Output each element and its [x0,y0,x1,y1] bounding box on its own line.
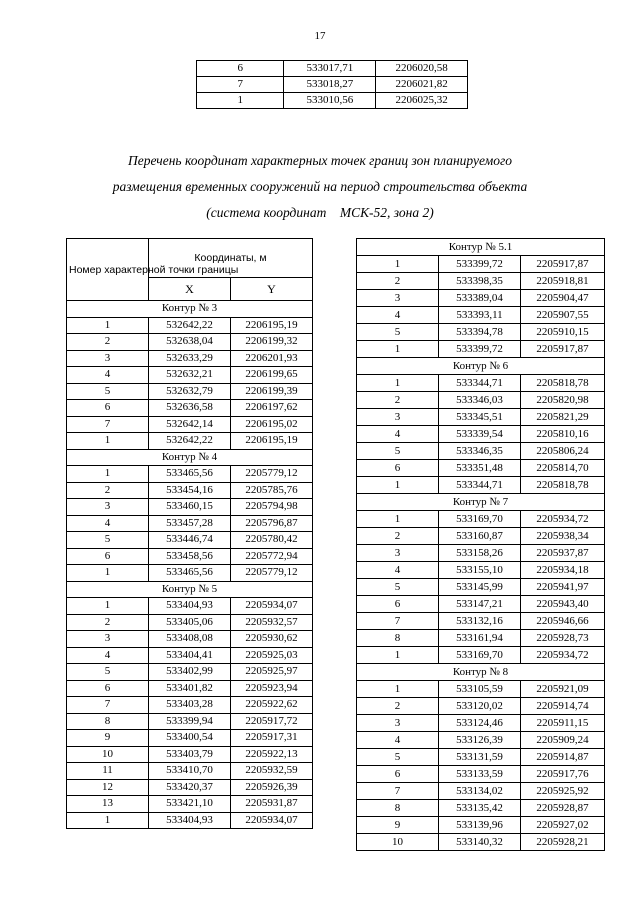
point-number-cell: 8 [67,713,149,730]
contour-title: Контур № 3 [67,301,313,318]
point-number-cell: 4 [67,515,149,532]
table-row [67,515,313,532]
y-coordinate-cell: 2205917,87 [521,341,605,358]
point-number-cell: 1 [67,433,149,450]
x-coordinate-cell: 533160,87 [439,528,521,545]
table-row [357,341,605,358]
x-coordinate-cell: 532636,58 [149,400,231,417]
x-coordinate-cell: 533345,51 [439,409,521,426]
table-row [357,579,605,596]
table-row [67,400,313,417]
y-coordinate-cell: 2205922,13 [231,746,313,763]
y-coordinate-cell: 2205806,24 [521,443,605,460]
point-number-cell: 1 [357,341,439,358]
point-number-cell: 6 [67,548,149,565]
y-coordinate-cell: 2206195,02 [231,416,313,433]
x-coordinate-cell: 533420,37 [149,779,231,796]
document-title [60,148,580,226]
table-row [67,532,313,549]
contour-title: Контур № 5.1 [357,239,605,256]
table-row [197,77,468,93]
x-coordinate-cell: 532632,21 [149,367,231,384]
table-row [357,732,605,749]
point-number-cell: 5 [357,443,439,460]
point-number-cell: 5 [357,749,439,766]
point-number-cell: 6 [357,460,439,477]
x-coordinate-cell: 533169,70 [439,647,521,664]
x-coordinate-cell: 533400,54 [149,730,231,747]
x-coordinate-cell: 533460,15 [149,499,231,516]
point-number-cell: 4 [67,647,149,664]
table-row [357,766,605,783]
x-coordinate-cell: 532642,22 [149,433,231,450]
y-coordinate-cell: 2205934,07 [231,598,313,615]
point-number-cell: 12 [67,779,149,796]
x-coordinate-cell: 533402,99 [149,664,231,681]
point-number-cell: 1 [67,598,149,615]
table-row [67,433,313,450]
table-row [357,834,605,851]
x-coordinate-cell: 533403,28 [149,697,231,714]
y-coordinate-cell: 2206195,19 [231,433,313,450]
point-number-cell: 1 [357,511,439,528]
x-coordinate-cell: 533018,27 [284,77,376,93]
y-coordinate-cell: 2206199,32 [231,334,313,351]
table-row [67,614,313,631]
x-coordinate-cell: 533126,39 [439,732,521,749]
contour-title: Контур № 6 [357,358,605,375]
point-number-cell: 7 [197,77,284,93]
table-row [357,273,605,290]
table-row [357,511,605,528]
point-number-cell: 1 [357,375,439,392]
x-coordinate-cell: 533155,10 [439,562,521,579]
contour-header-row [357,494,605,511]
x-coordinate-cell: 533133,59 [439,766,521,783]
point-number-cell: 6 [67,400,149,417]
point-number-cell: 6 [357,766,439,783]
y-coordinate-cell: 2205923,94 [231,680,313,697]
y-coordinate-cell: 2206021,82 [376,77,468,93]
point-number-cell: 3 [357,545,439,562]
point-number-cell: 1 [67,317,149,334]
table-row [357,443,605,460]
y-coordinate-cell: 2205928,87 [521,800,605,817]
y-coordinate-cell: 2205909,24 [521,732,605,749]
x-coordinate-cell: 533421,10 [149,796,231,813]
table-row [67,317,313,334]
table-row [67,565,313,582]
table-row [67,598,313,615]
y-coordinate-cell: 2205928,73 [521,630,605,647]
x-coordinate-cell: 532642,14 [149,416,231,433]
contour-header-row [357,664,605,681]
y-coordinate-cell: 2205785,76 [231,482,313,499]
table-row [67,796,313,813]
point-number-cell: 7 [67,697,149,714]
y-coordinate-cell: 2205937,87 [521,545,605,562]
y-coordinate-cell: 2205917,76 [521,766,605,783]
x-coordinate-cell: 533139,96 [439,817,521,834]
continuation-table-body [197,61,468,109]
x-coordinate-cell: 533394,78 [439,324,521,341]
table-row [67,383,313,400]
x-coordinate-cell: 533010,56 [284,93,376,109]
point-number-cell: 2 [67,334,149,351]
y-coordinate-cell: 2205917,87 [521,256,605,273]
point-number-cell: 3 [67,631,149,648]
y-coordinate-cell: 2205946,66 [521,613,605,630]
header-y: Y [231,278,313,301]
x-coordinate-cell: 533346,03 [439,392,521,409]
table-row [357,256,605,273]
table-row [357,715,605,732]
table-row [357,783,605,800]
point-number-cell: 5 [357,579,439,596]
x-coordinate-cell: 533135,42 [439,800,521,817]
point-number-cell: 2 [357,392,439,409]
contour-header-row [67,449,313,466]
x-coordinate-cell: 532633,29 [149,350,231,367]
point-number-cell: 7 [67,416,149,433]
table-row [357,800,605,817]
point-number-cell: 1 [357,477,439,494]
point-number-cell: 2 [357,273,439,290]
x-coordinate-cell: 533131,59 [439,749,521,766]
y-coordinate-cell: 2205925,03 [231,647,313,664]
contour-header-row [67,301,313,318]
y-coordinate-cell: 2205917,72 [231,713,313,730]
y-coordinate-cell: 2205779,12 [231,565,313,582]
point-number-cell: 10 [67,746,149,763]
x-coordinate-cell: 532632,79 [149,383,231,400]
point-number-cell: 4 [357,426,439,443]
x-coordinate-cell: 533404,93 [149,812,231,829]
x-coordinate-cell: 533147,21 [439,596,521,613]
point-number-cell: 4 [357,562,439,579]
table-row [357,290,605,307]
x-coordinate-cell: 533408,08 [149,631,231,648]
coordinates-table-right-body [357,239,605,851]
contour-header-row [357,239,605,256]
point-number-cell: 2 [67,482,149,499]
x-coordinate-cell: 533446,74 [149,532,231,549]
x-coordinate-cell: 533399,72 [439,341,521,358]
table-row [67,713,313,730]
point-number-cell: 7 [357,613,439,630]
coordinates-table-right [356,238,605,851]
x-coordinate-cell: 533458,56 [149,548,231,565]
x-coordinate-cell: 533169,70 [439,511,521,528]
point-number-cell: 7 [357,783,439,800]
x-coordinate-cell: 533405,06 [149,614,231,631]
point-number-cell: 1 [67,466,149,483]
table-row [67,680,313,697]
table-row [67,548,313,565]
point-number-cell: 9 [67,730,149,747]
y-coordinate-cell: 2205796,87 [231,515,313,532]
contour-title: Контур № 8 [357,664,605,681]
point-number-cell: 1 [357,256,439,273]
y-coordinate-cell: 2205917,31 [231,730,313,747]
table-row [67,812,313,829]
y-coordinate-cell: 2205780,42 [231,532,313,549]
x-coordinate-cell: 533389,04 [439,290,521,307]
x-coordinate-cell: 533140,32 [439,834,521,851]
x-coordinate-cell: 533351,48 [439,460,521,477]
x-coordinate-cell: 533161,94 [439,630,521,647]
table-row [357,817,605,834]
y-coordinate-cell: 2206199,39 [231,383,313,400]
y-coordinate-cell: 2205814,70 [521,460,605,477]
y-coordinate-cell: 2205779,12 [231,466,313,483]
table-row [67,746,313,763]
header-x: X [149,278,231,301]
x-coordinate-cell: 533404,41 [149,647,231,664]
x-coordinate-cell: 533465,56 [149,565,231,582]
table-row [67,730,313,747]
point-number-cell: 2 [67,614,149,631]
x-coordinate-cell: 533346,35 [439,443,521,460]
table-row [357,698,605,715]
table-row [357,528,605,545]
x-coordinate-cell: 533404,93 [149,598,231,615]
y-coordinate-cell: 2205926,39 [231,779,313,796]
table-row [357,477,605,494]
point-number-cell: 1 [357,647,439,664]
x-coordinate-cell: 533399,94 [149,713,231,730]
point-number-cell: 1 [67,812,149,829]
y-coordinate-cell: 2205914,87 [521,749,605,766]
table-row [357,409,605,426]
table-row [357,749,605,766]
y-coordinate-cell: 2205934,72 [521,647,605,664]
point-number-cell: 4 [357,732,439,749]
table-row [357,681,605,698]
table-row [357,460,605,477]
y-coordinate-cell: 2205938,34 [521,528,605,545]
x-coordinate-cell: 533145,99 [439,579,521,596]
point-number-cell: 6 [67,680,149,697]
x-coordinate-cell: 533124,46 [439,715,521,732]
point-number-cell: 3 [357,290,439,307]
x-coordinate-cell: 533401,82 [149,680,231,697]
y-coordinate-cell: 2205934,18 [521,562,605,579]
y-coordinate-cell: 2205907,55 [521,307,605,324]
point-number-cell: 6 [197,61,284,77]
table-row [357,426,605,443]
coordinates-table-left-body [67,301,313,829]
x-coordinate-cell: 533403,79 [149,746,231,763]
x-coordinate-cell: 533344,71 [439,375,521,392]
point-number-cell: 1 [357,681,439,698]
y-coordinate-cell: 2205934,07 [231,812,313,829]
point-number-cell: 6 [357,596,439,613]
point-number-cell: 8 [357,800,439,817]
x-coordinate-cell: 533158,26 [439,545,521,562]
point-number-cell: 3 [67,350,149,367]
table-row [357,562,605,579]
table-row [67,482,313,499]
table-row [357,375,605,392]
table-row [357,596,605,613]
y-coordinate-cell: 2205931,87 [231,796,313,813]
point-number-cell: 5 [67,383,149,400]
table-row [357,307,605,324]
x-coordinate-cell: 533457,28 [149,515,231,532]
table-row [67,367,313,384]
table-row [357,647,605,664]
y-coordinate-cell: 2205941,97 [521,579,605,596]
table-row [67,763,313,780]
y-coordinate-cell: 2205918,81 [521,273,605,290]
point-number-cell: 8 [357,630,439,647]
point-number-cell: 4 [67,367,149,384]
x-coordinate-cell: 533399,72 [439,256,521,273]
point-number-cell: 2 [357,698,439,715]
title-line-2: размещения временных сооружений на период строительства объекта [112,179,528,194]
contour-title: Контур № 7 [357,494,605,511]
x-coordinate-cell: 533120,02 [439,698,521,715]
continuation-table [196,60,468,109]
point-number-cell: 5 [67,532,149,549]
x-coordinate-cell: 532642,22 [149,317,231,334]
x-coordinate-cell: 533465,56 [149,466,231,483]
x-coordinate-cell: 533393,11 [439,307,521,324]
y-coordinate-cell: 2205810,16 [521,426,605,443]
point-number-cell: 3 [357,409,439,426]
x-coordinate-cell: 533344,71 [439,477,521,494]
table-row [67,697,313,714]
table-row [67,779,313,796]
y-coordinate-cell: 2206201,93 [231,350,313,367]
y-coordinate-cell: 2205772,94 [231,548,313,565]
table-row [67,416,313,433]
x-coordinate-cell: 533398,35 [439,273,521,290]
contour-title: Контур № 5 [67,581,313,598]
x-coordinate-cell: 533132,16 [439,613,521,630]
point-number-cell: 5 [67,664,149,681]
y-coordinate-cell: 2206197,62 [231,400,313,417]
table-row [357,392,605,409]
x-coordinate-cell: 533134,02 [439,783,521,800]
contour-header-row [67,581,313,598]
coordinates-table-left [66,238,313,829]
point-number-cell: 4 [357,307,439,324]
point-number-cell: 9 [357,817,439,834]
page-number: 17 [314,30,326,42]
y-coordinate-cell: 2205934,72 [521,511,605,528]
x-coordinate-cell: 533454,16 [149,482,231,499]
point-number-cell: 1 [197,93,284,109]
table-row [67,350,313,367]
x-coordinate-cell: 533017,71 [284,61,376,77]
y-coordinate-cell: 2205925,92 [521,783,605,800]
y-coordinate-cell: 2205921,09 [521,681,605,698]
y-coordinate-cell: 2205922,62 [231,697,313,714]
point-number-cell: 1 [67,565,149,582]
table-row [357,613,605,630]
y-coordinate-cell: 2205943,40 [521,596,605,613]
table-row [197,93,468,109]
y-coordinate-cell: 2205914,74 [521,698,605,715]
header-coordinates: Координаты, м [149,239,313,278]
table-row [67,499,313,516]
x-coordinate-cell: 533105,59 [439,681,521,698]
y-coordinate-cell: 2205910,15 [521,324,605,341]
point-number-cell: 3 [357,715,439,732]
table-row [357,545,605,562]
header-point-number: Номер характерной точки границы [67,239,149,301]
point-number-cell: 3 [67,499,149,516]
y-coordinate-cell: 2205794,98 [231,499,313,516]
y-coordinate-cell: 2205927,02 [521,817,605,834]
contour-header-row [357,358,605,375]
y-coordinate-cell: 2205932,59 [231,763,313,780]
y-coordinate-cell: 2205925,97 [231,664,313,681]
table-row [67,334,313,351]
title-line-1: Перечень координат характерных точек границ зон планируемого [128,153,512,168]
y-coordinate-cell: 2206195,19 [231,317,313,334]
y-coordinate-cell: 2205928,21 [521,834,605,851]
y-coordinate-cell: 2206020,58 [376,61,468,77]
table-row [67,466,313,483]
y-coordinate-cell: 2205930,62 [231,631,313,648]
point-number-cell: 2 [357,528,439,545]
x-coordinate-cell: 533339,54 [439,426,521,443]
table-row [67,631,313,648]
point-number-cell: 13 [67,796,149,813]
y-coordinate-cell: 2205821,29 [521,409,605,426]
x-coordinate-cell: 532638,04 [149,334,231,351]
table-row [67,664,313,681]
y-coordinate-cell: 2205932,57 [231,614,313,631]
y-coordinate-cell: 2205904,47 [521,290,605,307]
x-coordinate-cell: 533410,70 [149,763,231,780]
contour-title: Контур № 4 [67,449,313,466]
table-row [197,61,468,77]
point-number-cell: 5 [357,324,439,341]
table-row [357,630,605,647]
point-number-cell: 11 [67,763,149,780]
point-number-cell: 10 [357,834,439,851]
y-coordinate-cell: 2205818,78 [521,477,605,494]
y-coordinate-cell: 2205818,78 [521,375,605,392]
y-coordinate-cell: 2205820,98 [521,392,605,409]
title-line-3: (система координат МСК-52, зона 2) [206,205,434,220]
table-row [357,324,605,341]
y-coordinate-cell: 2206025,32 [376,93,468,109]
y-coordinate-cell: 2205911,15 [521,715,605,732]
table-row [67,647,313,664]
y-coordinate-cell: 2206199,65 [231,367,313,384]
